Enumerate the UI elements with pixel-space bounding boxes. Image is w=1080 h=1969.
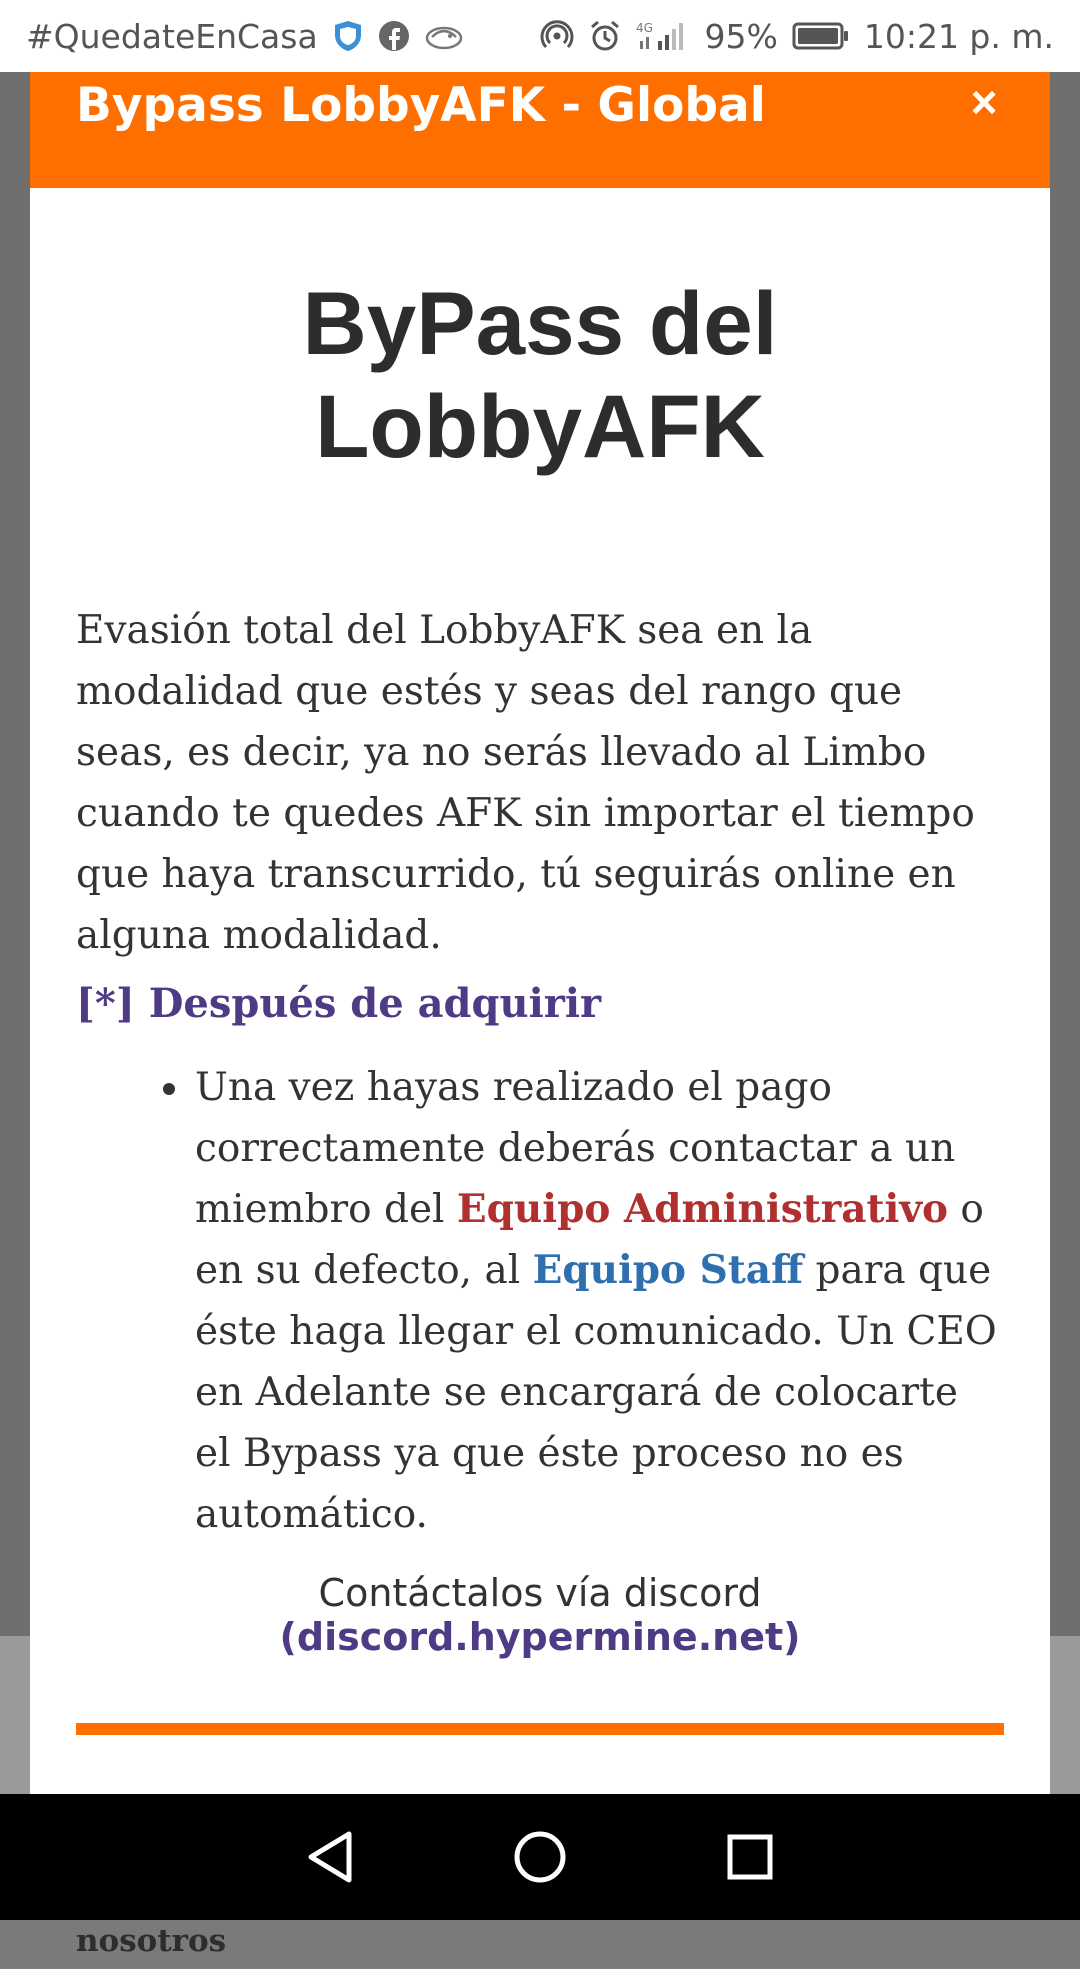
bullet-text-2: o en su defecto, al — [195, 1187, 984, 1293]
status-bar — [0, 0, 1080, 72]
divider — [76, 1723, 1004, 1735]
status-bar-right — [540, 17, 1054, 56]
bullet-text-1: Una vez hayas realizado el pago correctamente deberás contactar a un miembro del — [195, 1065, 956, 1232]
clock: 10:21 p. m. — [863, 16, 1054, 56]
home-icon[interactable] — [510, 1827, 570, 1887]
contact-line — [76, 1571, 1004, 1659]
instructions-list — [76, 1057, 1004, 1545]
alarm-icon — [588, 19, 622, 53]
dolphin-icon — [424, 21, 464, 51]
status-hashtag: #QuedateEnCasa — [26, 16, 318, 56]
admin-team-link[interactable]: Equipo Administrativo — [456, 1186, 949, 1232]
modal-header — [30, 72, 1050, 188]
shield-icon — [332, 19, 364, 53]
discord-link[interactable]: (discord.hypermine.net) — [279, 1615, 801, 1659]
svg-text:4G: 4G — [636, 21, 654, 35]
section-title: [*] Después de adquirir — [76, 980, 602, 1027]
battery-percent: 95% — [704, 16, 778, 56]
recents-icon[interactable] — [720, 1827, 780, 1887]
hotspot-icon — [540, 19, 574, 53]
contact-text: Contáctalos vía discord — [318, 1571, 762, 1615]
facebook-icon — [378, 20, 410, 52]
back-icon[interactable] — [300, 1827, 360, 1887]
list-item — [195, 1057, 1004, 1545]
bullet-text-3: para que éste haga llegar el comunicado. Un CEO en Adelante se encargará de colocarte el Bypass ya que éste proceso no es automático. — [195, 1248, 997, 1537]
navigation-bar — [0, 1794, 1080, 1920]
close-button[interactable]: × — [970, 76, 998, 128]
modal-body — [30, 188, 1050, 1969]
modal-title: Bypass LobbyAFK - Global — [76, 78, 766, 133]
product-modal — [30, 72, 1050, 1959]
staff-team-link[interactable]: Equipo Staff — [532, 1247, 804, 1293]
product-description: Evasión total del LobbyAFK sea en la modalidad que estés y seas del rango que seas, es decir, ya no serás llevado al Limbo cuando te quedes AFK sin importar el tiempo que haya transcurrido, tú seguirás online en alguna modalidad. — [76, 608, 975, 958]
status-bar-left — [26, 17, 464, 56]
signal-icon — [636, 19, 690, 53]
battery-icon — [792, 21, 850, 51]
page-title: ByPass del LobbyAFK — [302, 273, 778, 476]
footer-note: nosotros — [76, 1923, 227, 1959]
